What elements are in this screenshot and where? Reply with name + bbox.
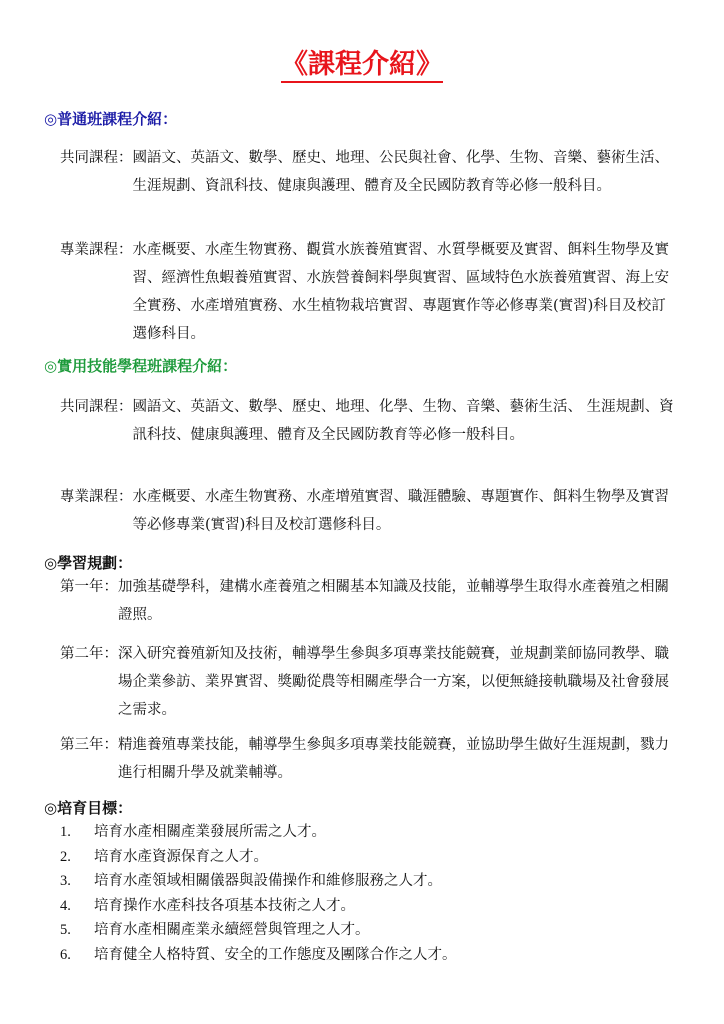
practical-major-label: 專業課程： [60, 489, 133, 505]
practical-major-courses [60, 483, 680, 539]
list-item: 5. 培育水產相關產業永續經營與管理之人才。 [60, 922, 370, 938]
general-common-label: 共同課程： [60, 150, 133, 166]
general-major-text: 水產概要、水產生物實務、觀賞水族養殖實習、水質學概要及實習、餌料生物學及實習、經濟性魚蝦養殖實習、水族營養飼料學與實習、區域特色水族養殖實習、海上安全實務、水產增殖實務、水生植物栽培實習、專題實作等必修專業(實習)科目及校訂選修科目。 [132, 242, 669, 342]
goals-list [60, 820, 457, 967]
plan-year-label: 第一年： [60, 579, 118, 595]
list-item: 6. 培育健全人格特質、安全的工作態度及團隊合作之人才。 [60, 946, 457, 963]
plan-year-label: 第二年： [60, 646, 118, 662]
general-major-courses [60, 236, 680, 348]
page-title: 《課程介紹》 [0, 42, 724, 81]
plan-year-label: 第三年： [60, 737, 118, 753]
list-item: 3. 培育水產領域相關儀器與設備操作和維修服務之人才。 [60, 873, 442, 889]
plan-year-text: 精進養殖專業技能，輔導學生參與多項專業技能競賽，並協助學生做好生涯規劃，戮力進行相關升學及就業輔導。 [118, 737, 669, 781]
list-item: 1. 培育水產相關產業發展所需之人才。 [60, 824, 326, 840]
learning-plan-heading: ◎學習規劃： [44, 554, 133, 572]
plan-year-text: 深入研究養殖新知及技術，輔導學生參與多項專業技能競賽，並規劃業師協同教學、職場企業參訪、業界實習、獎勵從農等相關產學合一方案，以便無縫接軌職場及社會發展之需求。 [118, 646, 669, 718]
list-item: 4. 培育操作水產科技各項基本技術之人才。 [60, 897, 355, 914]
practical-common-text: 國語文、英語文、數學、歷史、地理、化學、生物、音樂、藝術生活、 生涯規劃、資訊科技、健康與護理、體育及全民國防教育等必修一般科目。 [132, 399, 674, 443]
general-common-courses [60, 144, 680, 200]
general-class-heading: ◎普通班課程介紹： [44, 110, 178, 128]
plan-year-2 [60, 640, 680, 724]
practical-class-heading: ◎實用技能學程班課程介紹： [44, 357, 238, 375]
training-goals-heading: ◎培育目標： [44, 799, 133, 817]
general-major-label: 專業課程： [60, 242, 133, 258]
practical-major-text: 水產概要、水產生物實務、水產增殖實習、職涯體驗、專題實作、餌料生物學及實習等必修專業(實習)科目及校訂選修科目。 [132, 489, 669, 533]
practical-common-courses [60, 393, 680, 449]
plan-year-text: 加強基礎學科，建構水產養殖之相關基本知識及技能，並輔導學生取得水產養殖之相關證照。 [118, 579, 669, 623]
plan-year-3 [60, 731, 680, 787]
general-common-text: 國語文、英語文、數學、歷史、地理、公民與社會、化學、生物、音樂、藝術生活、 生涯規劃、資訊科技、健康與護理、體育及全民國防教育等必修一般科目。 [132, 150, 669, 194]
practical-common-label: 共同課程： [60, 399, 133, 415]
plan-year-1 [60, 573, 680, 629]
list-item: 2. 培育水產資源保育之人才。 [60, 848, 268, 865]
